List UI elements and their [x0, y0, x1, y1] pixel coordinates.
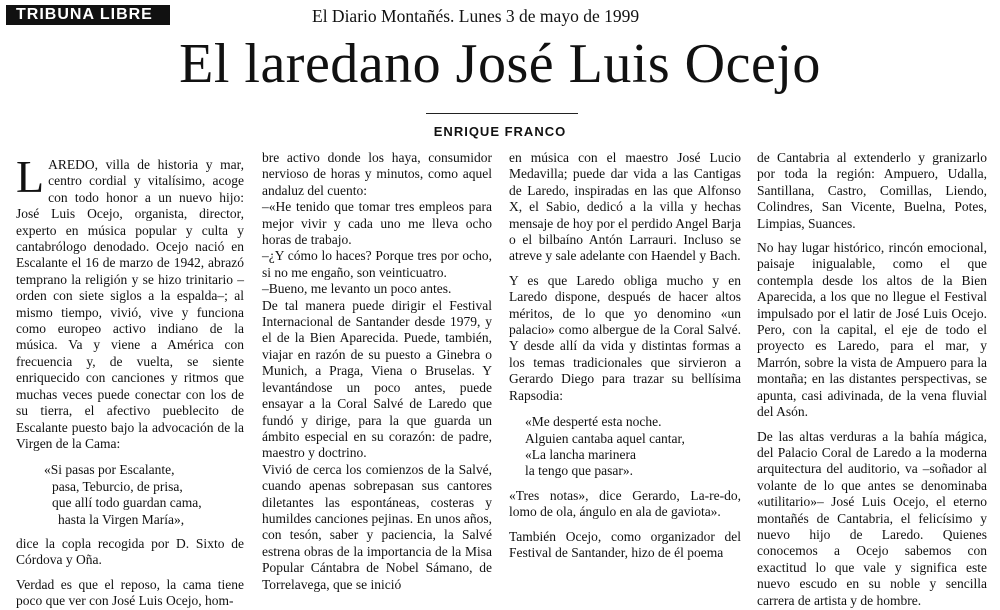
verse-block	[44, 462, 244, 528]
verse-block	[525, 414, 741, 480]
drop-cap: L	[16, 151, 45, 202]
paragraph: Verdad es que el reposo, la cama tiene poco que ver con José Luis Ocejo, hom-	[16, 576, 244, 609]
verse-line: que allí todo guardan cama,	[52, 495, 202, 511]
verse-line: pasa, Teburcio, de prisa,	[52, 478, 183, 494]
paragraph: en música con el maestro José Lucio Medavilla; puede dar vida a las Cantigas de Laredo, inspiradas en las que Alfonso X, el Sabio, dedicó a la villa y hechas mensaje de hoy por el perdido Angel Barja o el bilbaíno Antón Larrauri. Incluso se atreve y sale adelante con Haendel y Bach.	[509, 150, 741, 264]
paragraph: dice la copla recogida por D. Sixto de Córdova y Oña.	[16, 535, 244, 568]
paragraph-text: AREDO, villa de historia y mar, centro cordial y vitalísimo, acoge con todo honor a un nuevo hijo: José Luis Ocejo, organista, director, experto en música popular y culta y cantabrólogo denodado. Ocejo nació en Escalante el 16 de marzo de 1942, abrazó temprano la religión y se hizo trinitario –orden con siete siglos a la espalda–; al mismo tiempo, vivió, vive y funciona como europeo activo indiano de la música. Va y viene a América con frecuencia y, de vuelta, se siente enriquecido con canciones y ritmos que muchas veces puede conectar con los de su tierra, el afectivo pueblecito de Escalante puesto bajo la advocación de la Virgen de la Cama:	[16, 157, 244, 451]
verse-line: la tengo que pasar».	[525, 463, 633, 479]
verse-line: Alguien cantaba aquel cantar,	[525, 430, 685, 446]
column-3	[509, 150, 741, 561]
paragraph: –«He tenido que tomar tres empleos para mejor vivir y cada uno me lleva ocho horas de trabajo.	[262, 199, 492, 248]
section-tag: TRIBUNA LIBRE	[6, 5, 170, 25]
author-byline: ENRIQUE FRANCO	[433, 124, 567, 139]
verse-line: «Me desperté esta noche.	[525, 414, 662, 430]
verse-line: hasta la Virgen María»,	[58, 511, 185, 527]
paragraph: –¿Y cómo lo haces? Porque tres por ocho, si no me engaño, son veinticuatro.	[262, 248, 492, 280]
paragraph: También Ocejo, como organizador del Festival de Santander, hizo de él poema	[509, 528, 741, 560]
paragraph: De las altas verduras a la bahía mágica, del Palacio Coral de Laredo a la moderna arquitectura del auditorio, va –soñador al volante de lo que antes se denominaba «utilitario»– José Luis Ocejo, el eterno montañés de Cantabria, el felicísimo y nuevo hijo de Laredo. Quienes conocemos a Ocejo sabemos con exactitud lo que vale y significa este nuevo escudo en su noble y sencilla carrera de artista y de hombre.	[757, 428, 987, 608]
paragraph	[16, 151, 244, 452]
paragraph: bre activo donde los haya, consumidor nervioso de horas y minutos, como aquel andaluz del cuento:	[262, 150, 492, 198]
paragraph: –Bueno, me levanto un poco antes.	[262, 281, 452, 297]
paragraph: De tal manera puede dirigir el Festival Internacional de Santander desde 1979, y el de la Bien Aparecida. Puede, también, viajar en razón de su puesto a Ginebra o Munich, a Praga, Viena o Bruselas. Y levantándose un poco antes, puede ensayar a la Coral Salvé de Laredo que fundó y dirige, para la que guarda un ámbito especial en su corazón: de padre, maestro y doctrino.	[262, 297, 492, 461]
headline: El laredano José Luis Ocejo	[179, 33, 821, 95]
verse-line: «Si pasas por Escalante,	[44, 462, 175, 478]
paragraph: «Tres notas», dice Gerardo, La-re-do, lomo de ola, ángulo en ala de gaviota».	[509, 487, 741, 520]
column-4	[757, 150, 987, 609]
verse-line: «La lancha marinera	[525, 446, 636, 462]
paragraph: No hay lugar histórico, rincón emocional, paisaje inigualable, como el que contempla desde los altos de la Bien Aparecida, a los que no llegue el Festival impulsado por el latir de José Luis Ocejo. Pero, con la capital, el eje de todo el proyecto es Laredo, para el mar, y Marrón, sobre la vista de Ampuero para la montaña; en las distantes perspectivas, se apunta, casi adivinada, de la vena fluvial del Asón.	[757, 240, 987, 420]
paragraph: Y es que Laredo obliga mucho y en Laredo dispone, después de hacer altos méritos, de lo que yo denomino «un palacio» como albergue de la Coral Salvé. Y desde allí da vida y distintas formas a los temas tradicionales que sirvieron a Gerardo Diego para trazar su bellísima Rapsodia:	[509, 272, 741, 403]
paragraph: de Cantabria al extenderlo y granizarlo por toda la región: Ampuero, Udalla, Santillana, Castro, Comillas, Liendo, Colindres, San Vicente, Buelna, Potes, Limpias, Suances.	[757, 150, 987, 231]
headline-divider	[426, 113, 578, 114]
paragraph: Vivió de cerca los comienzos de la Salvé, cuando apenas sobrepasan sus cantores diletantes las espontáneas, costeras y humildes canciones pejinas. En unos años, con tesón, saber y paciencia, la Salvé estrena obras de la importancia de la Misa Popular Cántabra de Nobel Sámano, de Torrelavega, que se inició	[262, 461, 492, 592]
column-1	[16, 151, 244, 610]
publication-line: El Diario Montañés. Lunes 3 de mayo de 1999	[312, 6, 640, 26]
column-2	[262, 150, 492, 593]
